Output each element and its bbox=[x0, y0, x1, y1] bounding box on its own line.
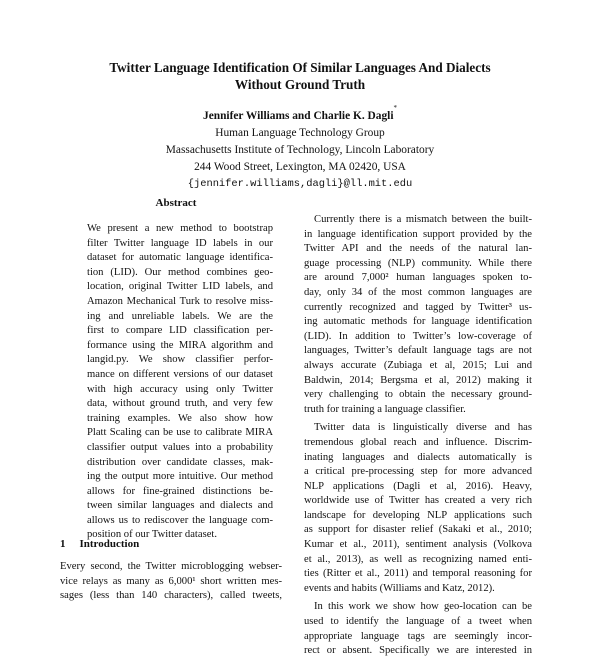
right-para2-line: NLP applications (Dagli et al, 2016). Heavy, bbox=[304, 480, 532, 492]
abstract-line: classifier output values into a probability bbox=[87, 441, 273, 453]
abstract-heading: Abstract bbox=[155, 197, 197, 209]
title-line-1: Twitter Language Identification Of Similar Languages And Dialects bbox=[109, 60, 491, 75]
intro-line: Every second, the Twitter microblogging webser- bbox=[60, 561, 282, 572]
right-para3-line: In this work we show how geo-location can be bbox=[314, 601, 532, 613]
abstract-line: position of our Twitter dataset. bbox=[87, 529, 217, 541]
author-names-line bbox=[60, 104, 540, 125]
right-para1-line: day, only 34 of the most common languages are bbox=[304, 286, 532, 298]
abstract-line: Amazon Mechanical Turk to resolve miss- bbox=[87, 295, 273, 307]
introduction-body bbox=[60, 560, 282, 604]
right-para2-line: Twitter data is linguistically diverse and has bbox=[314, 422, 532, 434]
abstract-line: tween similar languages and dialects and bbox=[87, 500, 273, 512]
right-para2-line: events and habits (Williams and Katz, 2012). bbox=[304, 582, 495, 594]
abstract-line: Platt Scaling can be use to calibrate MIRA bbox=[87, 427, 273, 439]
right-para1-line: (LID). In addition to Twitter’s low-coverage of bbox=[304, 330, 532, 342]
abstract-line: allows for fine-grained distinctions be- bbox=[87, 485, 273, 497]
right-para1-line: Twitter API and the needs of the natural lan- bbox=[304, 243, 532, 255]
abstract-line: langid.py. We show classifier perfor- bbox=[87, 354, 273, 366]
affiliation-address: 244 Wood Street, Lexington, MA 02420, USA bbox=[194, 161, 406, 173]
right-para1-line: Currently there is a mismatch between the built- bbox=[314, 214, 532, 225]
section-number: 1 bbox=[60, 538, 66, 550]
affiliation-lab: Massachusetts Institute of Technology, Lincoln Laboratory bbox=[165, 144, 435, 156]
abstract-line: location, original Twitter LID labels, and bbox=[87, 281, 273, 293]
right-para1-line: languages, Twitter’s default language tags are not bbox=[304, 345, 532, 357]
right-para3-line: rect or absent. Specifically we are interested in bbox=[304, 645, 532, 657]
abstract-line: We present a new method to bootstrap bbox=[87, 223, 273, 234]
section-title: Introduction bbox=[79, 538, 140, 550]
author-block bbox=[60, 104, 540, 193]
right-para2-line: worldwide use of Twitter has created a very rich bbox=[304, 495, 532, 507]
right-para2-line: inating languages and dialects automatically is bbox=[304, 451, 532, 463]
right-para2-line: ties (Ritter et al., 2011) and temporal reasoning for bbox=[304, 568, 532, 580]
right-para2-line: tremendous global reach and influence. Discrim- bbox=[304, 436, 532, 448]
right-para1-line: truth for training a language classifier. bbox=[304, 403, 466, 415]
right-para1-line: very challenging to obtain the necessary ground- bbox=[304, 389, 532, 401]
title-line-2: Without Ground Truth bbox=[234, 77, 366, 92]
right-para2-line: Kumar et al., 2011), sentiment analysis (Volkova bbox=[304, 539, 532, 551]
abstract-line: ing and unreliable labels. We are the bbox=[87, 310, 273, 322]
right-para1-line: guage processing (NLP) community. While there bbox=[304, 257, 532, 269]
intro-line: vice relays as many as 6,000¹ short written mes- bbox=[60, 575, 282, 587]
right-para1-line: Baldwin, 2014; Bergsma et al, 2012) making it bbox=[304, 374, 532, 386]
abstract-line: filter Twitter language ID labels in our bbox=[87, 237, 273, 249]
abstract-line: distribution over candidate classes, mak- bbox=[87, 456, 273, 468]
right-para1-line: currently recognized and tagged by Twitter³ us- bbox=[304, 301, 532, 313]
right-para2-line: as support for disaster relief (Sakaki et al., 2010; bbox=[304, 524, 532, 536]
right-column bbox=[304, 213, 532, 659]
paper-title bbox=[60, 59, 540, 93]
abstract-line: dataset for automatic language identifica- bbox=[87, 252, 273, 264]
right-para2-line: et al., 2013), as well as recognizing named enti- bbox=[304, 553, 532, 565]
right-para2-line: landscape for developing NLP applications such bbox=[304, 509, 532, 521]
author-names: Jennifer Williams and Charlie K. Dagli bbox=[203, 110, 394, 122]
abstract-line: allows us to rediscover the language com- bbox=[87, 514, 273, 526]
intro-line: sages (less than 140 characters), called tweets, bbox=[60, 590, 282, 602]
affiliation-group: Human Language Technology Group bbox=[215, 127, 385, 139]
abstract-line: formance using the MIRA algorithm and bbox=[87, 339, 273, 351]
abstract-line: training examples. We also show how bbox=[87, 412, 273, 424]
right-para3-line: appropriate language tags are seemingly incor- bbox=[304, 630, 532, 642]
abstract-line: mance on different versions of our dataset bbox=[87, 368, 273, 380]
right-para2-line: a critical pre-processing step for more advanced bbox=[304, 466, 532, 478]
right-para1-line: ing automatic methods for language identification bbox=[304, 316, 532, 328]
abstract-line: data, without ground truth, and very few bbox=[87, 398, 273, 410]
abstract-body bbox=[87, 222, 273, 543]
abstract-line: tion (LID). Our method combines geo- bbox=[87, 266, 273, 278]
right-para1-line: always accurate (Zubiaga et al, 2015; Lui and bbox=[304, 359, 532, 371]
abstract-line: with high accuracy using only Twitter bbox=[87, 383, 273, 395]
author-email: {jennifer.williams,dagli}@ll.mit.edu bbox=[187, 178, 413, 190]
right-para1-line: in language identification support provided by the bbox=[304, 228, 532, 240]
section-heading bbox=[60, 538, 139, 550]
author-footnote-mark: * bbox=[393, 104, 397, 113]
abstract-line: first to compare LID classification per- bbox=[87, 325, 273, 337]
right-para3-line: used to identify the language of a tweet when bbox=[304, 616, 532, 628]
right-para1-line: are around 7,000² human languages spoken to- bbox=[304, 272, 532, 284]
abstract-line: ing the output more intuitive. Our method bbox=[87, 471, 273, 483]
